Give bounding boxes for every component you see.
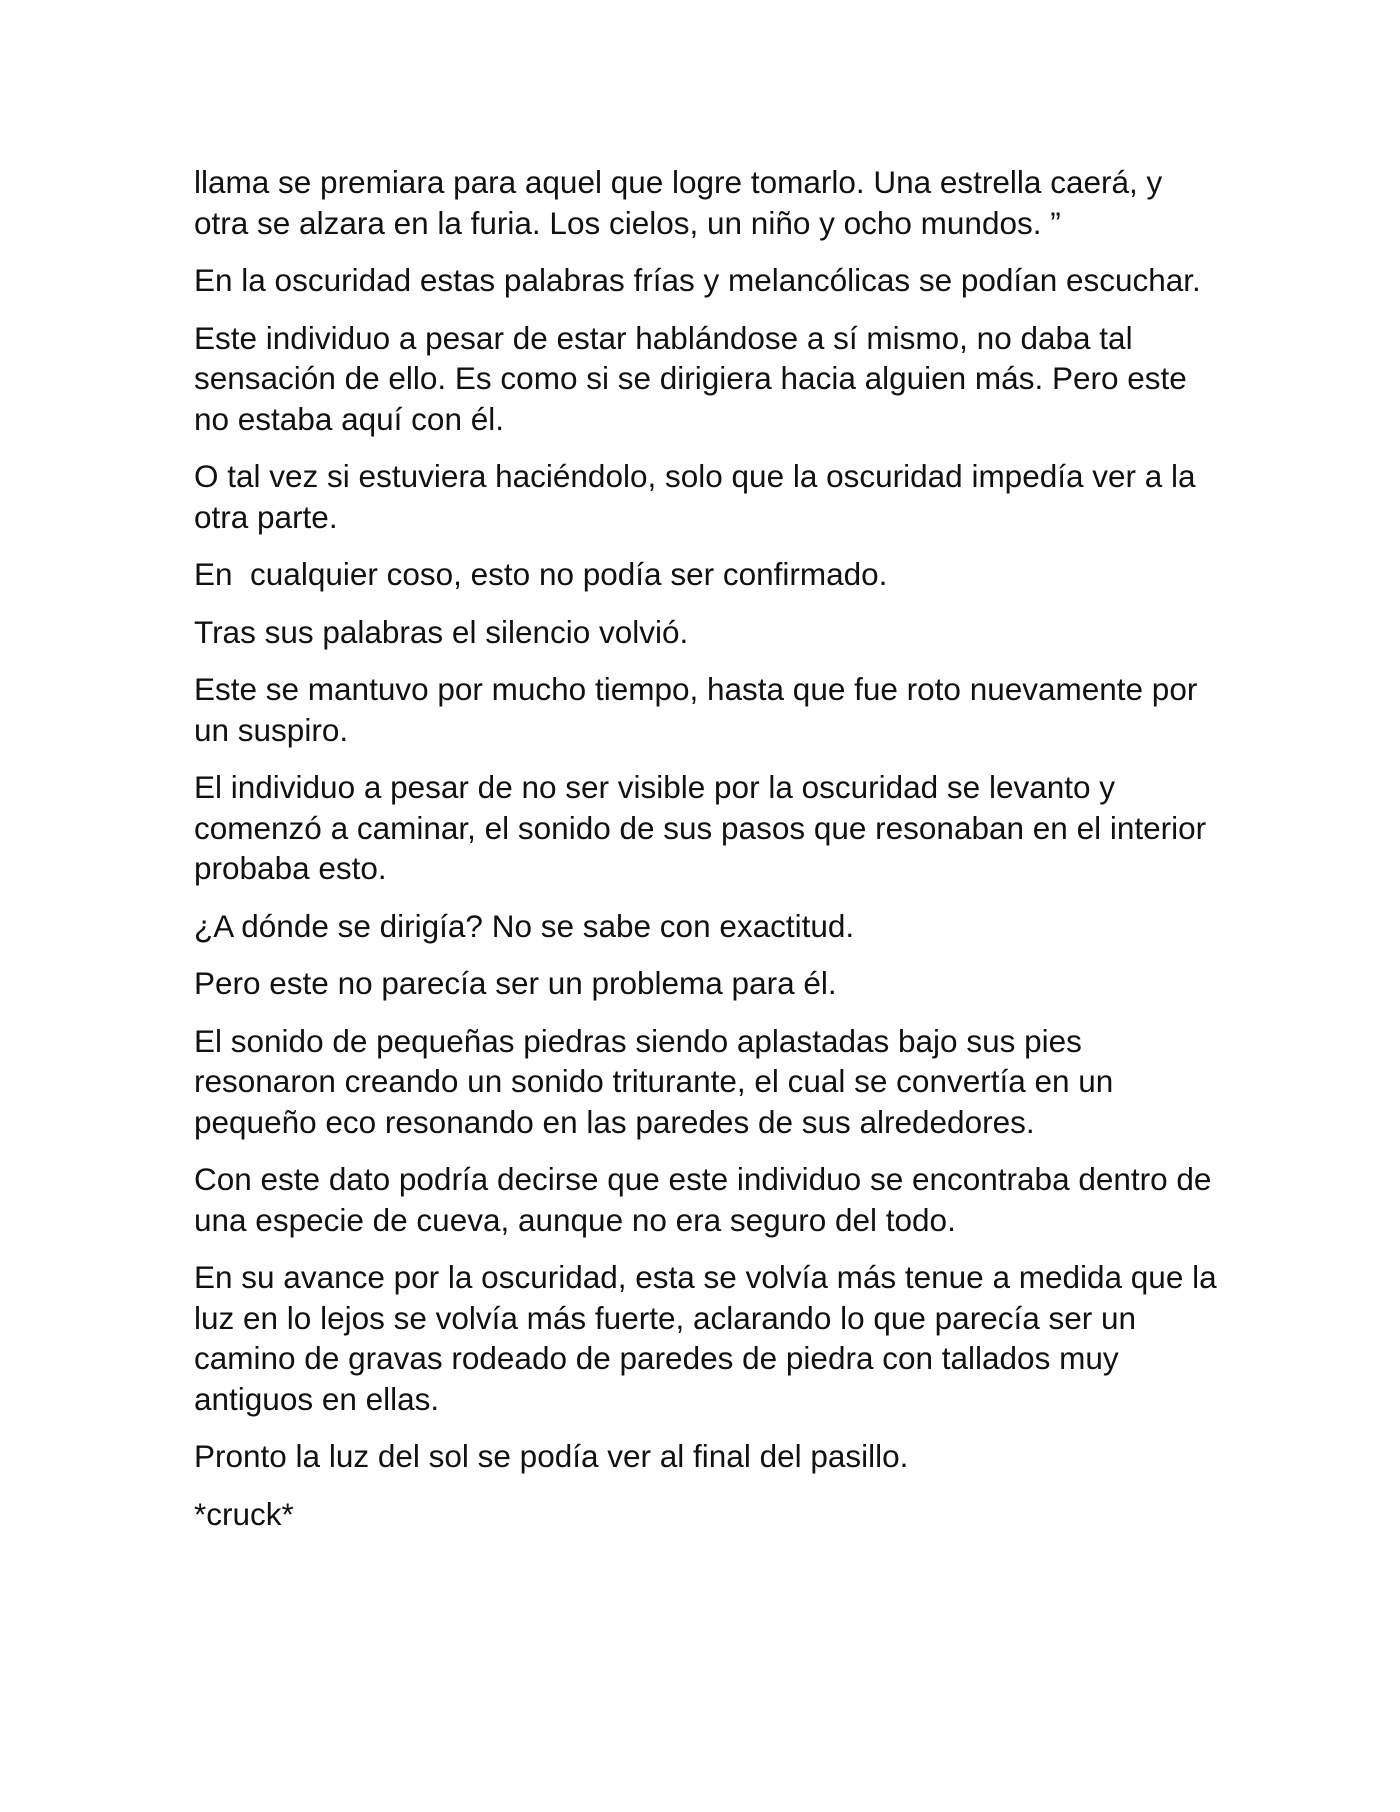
paragraph-7: Este se mantuvo por mucho tiempo, hasta que fue roto nuevamente por un suspiro. [194,671,1207,748]
paragraph-6: Tras sus palabras el silencio volvió. [194,613,689,650]
paragraph-11: El sonido de pequeñas piedras siendo aplastadas bajo sus pies resonaron creando un sonido triturante, el cual se convertía en un pequeño eco resonando en las paredes de sus alrededores. [194,1022,1123,1140]
paragraph-10: Pero este no parecía ser un problema para él. [194,965,837,1001]
paragraph-1: llama se premiara para aquel que logre tomarlo. Una estrella caerá, y otra se alzara en la furia. Los cielos, un niño y ocho mundos. ” [194,164,1172,241]
paragraph-9: ¿A dónde se dirigía? No se sabe con exactitud. [194,907,855,944]
paragraph-14: Pronto la luz del sol se podía ver al final del pasillo. [194,1438,909,1474]
paragraph-15: *cruck* [194,1495,294,1532]
paragraph-13: En su avance por la oscuridad, esta se volvía más tenue a medida que la luz en lo lejos se volvía más fuerte, aclarando lo que parecía ser un camino de gravas rodeado de paredes de piedra con tallados muy antiguos en ellas. [194,1259,1226,1417]
paragraph-5: En cualquier coso, esto no podía ser confirmado. [194,556,888,592]
body-text [194,162,1224,1551]
paragraph-12: Con este dato podría decirse que este individuo se encontraba dentro de una especie de cueva, aunque no era seguro del todo. [194,1161,1221,1238]
paragraph-2: En la oscuridad estas palabras frías y melancólicas se podían escuchar. [194,262,1201,298]
paragraph-4: O tal vez si estuviera haciéndolo, solo que la oscuridad impedía ver a la otra parte. [194,458,1205,535]
paragraph-3: Este individuo a pesar de estar hablándose a sí mismo, no daba tal sensación de ello. Es como si se dirigiera hacia alguien más. Pero este no estaba aquí con él. [194,319,1196,437]
paragraph-8: El individuo a pesar de no ser visible por la oscuridad se levanto y comenzó a caminar, el sonido de sus pasos que resonaban en el interior probaba esto. [194,769,1215,886]
